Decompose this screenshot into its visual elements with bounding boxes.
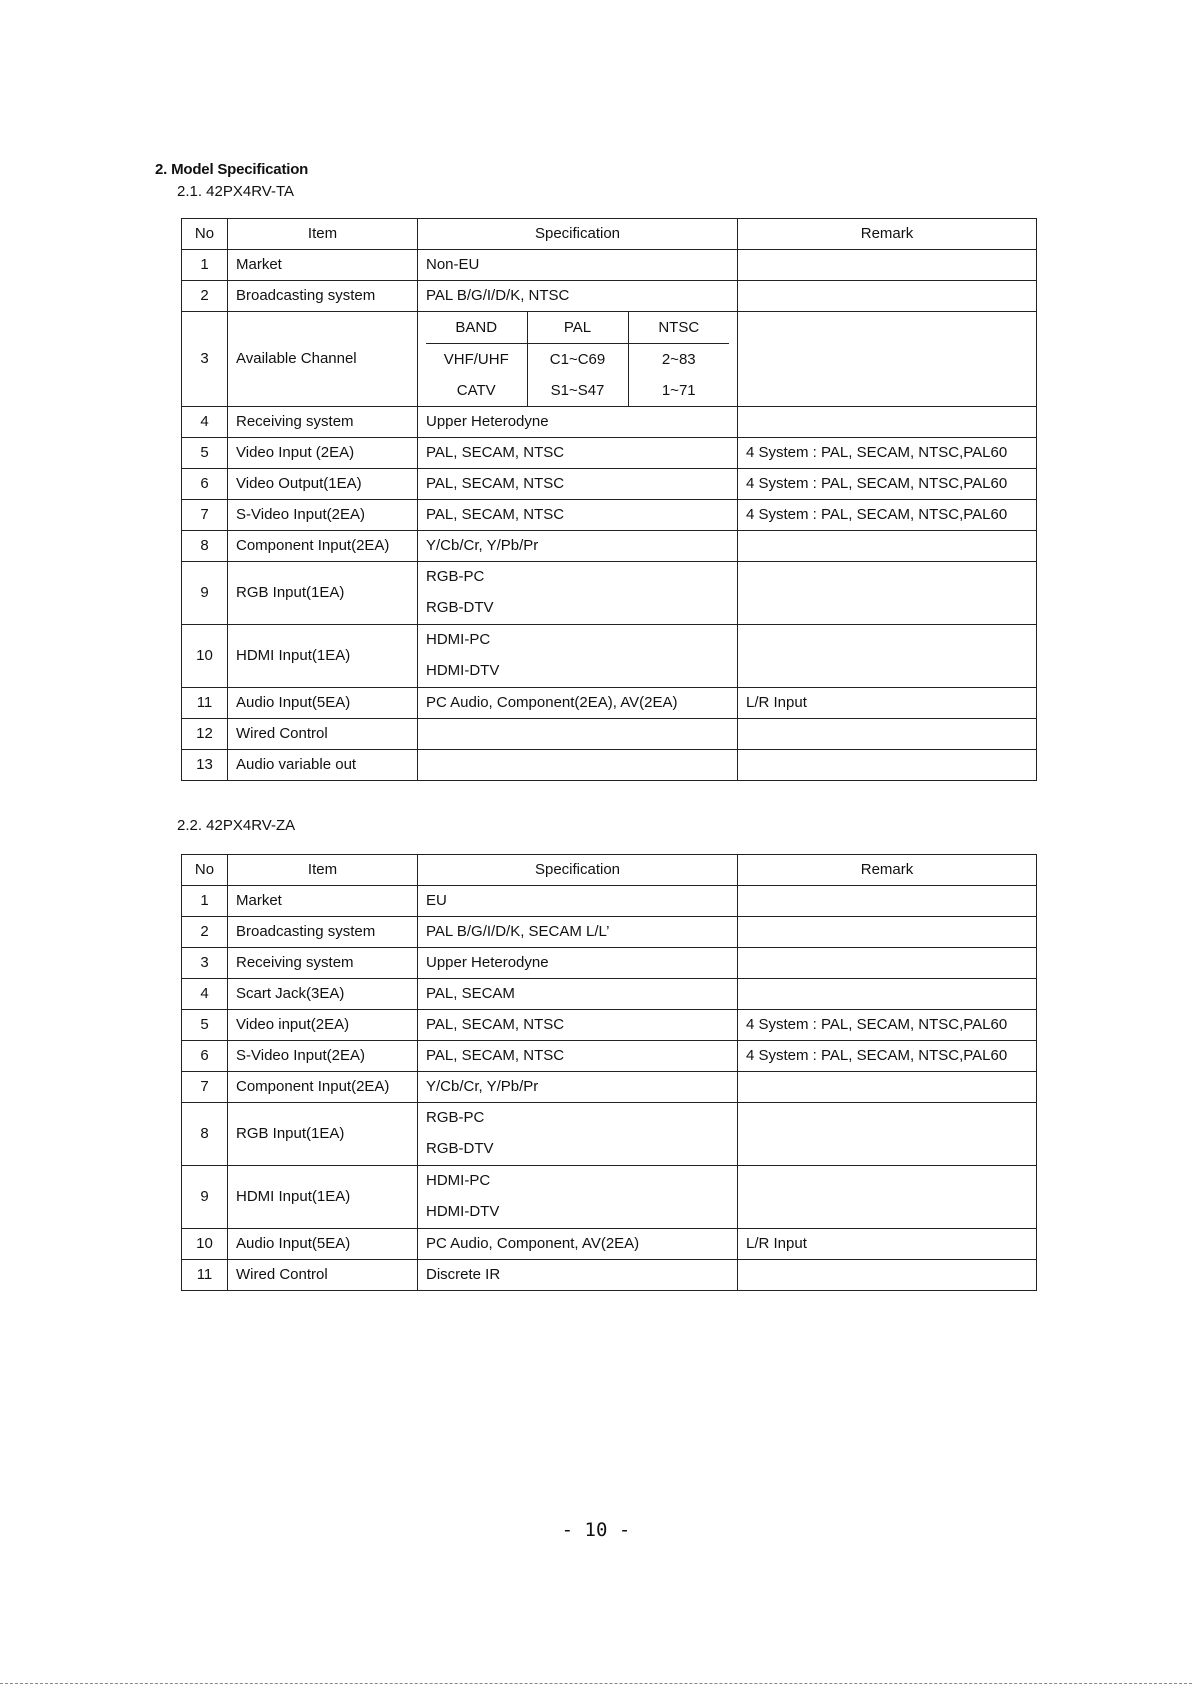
row-specification: Discrete IR [418, 1260, 738, 1291]
row-number: 2 [182, 917, 228, 948]
row-remark [738, 886, 1037, 917]
table-row [182, 625, 1037, 688]
spec-line: RGB-PC [426, 1109, 485, 1126]
table-row [182, 1072, 1037, 1103]
row-number: 4 [182, 979, 228, 1010]
spec-table-42px4rv-ta [181, 218, 1037, 781]
table-row [182, 312, 1037, 407]
row-item: Video Output(1EA) [228, 469, 418, 500]
row-specification: EU [418, 886, 738, 917]
spec-line: HDMI-DTV [426, 662, 500, 679]
row-remark [738, 625, 1037, 688]
spec-line: HDMI-PC [426, 1172, 491, 1189]
row-number: 6 [182, 469, 228, 500]
row-number: 11 [182, 688, 228, 719]
row-item: Available Channel [228, 312, 418, 407]
row-number: 12 [182, 719, 228, 750]
row-item: Market [228, 886, 418, 917]
channel-cell: CATV [456, 382, 496, 399]
row-item: RGB Input(1EA) [228, 562, 418, 625]
section-title: 2. Model Specification [155, 161, 309, 178]
row-specification: Upper Heterodyne [418, 407, 738, 438]
channel-cell: 2~83 [661, 351, 696, 368]
row-specification [418, 562, 738, 625]
row-number: 2 [182, 281, 228, 312]
row-item: Component Input(2EA) [228, 531, 418, 562]
row-item: Audio Input(5EA) [228, 688, 418, 719]
row-item: RGB Input(1EA) [228, 1103, 418, 1166]
table2-title: 2.2. 42PX4RV-ZA [177, 817, 296, 834]
row-item: HDMI Input(1EA) [228, 1166, 418, 1229]
row-item: Video input(2EA) [228, 1010, 418, 1041]
channel-cell: VHF/UHF [443, 351, 509, 368]
row-item: Audio Input(5EA) [228, 1229, 418, 1260]
row-remark [738, 562, 1037, 625]
table-row [182, 917, 1037, 948]
spec-line: RGB-DTV [426, 599, 494, 616]
row-remark: 4 System : PAL, SECAM, NTSC,PAL60 [738, 500, 1037, 531]
row-item: Market [228, 250, 418, 281]
table-row [182, 438, 1037, 469]
spec-line: HDMI-PC [426, 631, 491, 648]
row-remark [738, 281, 1037, 312]
row-remark [738, 1072, 1037, 1103]
row-specification: Upper Heterodyne [418, 948, 738, 979]
row-specification [418, 1166, 738, 1229]
row-number: 10 [182, 625, 228, 688]
table-row [182, 1260, 1037, 1291]
row-remark [738, 719, 1037, 750]
row-remark [738, 948, 1037, 979]
table-row [182, 688, 1037, 719]
row-specification: PAL, SECAM, NTSC [418, 469, 738, 500]
row-item: Wired Control [228, 1260, 418, 1291]
row-number: 1 [182, 886, 228, 917]
spec-line: HDMI-DTV [426, 1203, 500, 1220]
table-row [182, 948, 1037, 979]
row-number: 9 [182, 562, 228, 625]
header-no: No [182, 855, 228, 886]
row-remark: 4 System : PAL, SECAM, NTSC,PAL60 [738, 438, 1037, 469]
row-remark: L/R Input [738, 1229, 1037, 1260]
row-number: 3 [182, 312, 228, 407]
row-remark [738, 407, 1037, 438]
spec-table-body [182, 855, 1037, 1291]
row-number: 13 [182, 750, 228, 781]
spec-line: RGB-DTV [426, 1140, 494, 1157]
row-specification: PC Audio, Component, AV(2EA) [418, 1229, 738, 1260]
row-item: HDMI Input(1EA) [228, 625, 418, 688]
table-row [182, 1229, 1037, 1260]
channel-cell: C1~C69 [527, 344, 628, 376]
table-header-row [182, 855, 1037, 886]
table-row [182, 531, 1037, 562]
row-item: Broadcasting system [228, 281, 418, 312]
page-number: - 10 - [561, 1519, 631, 1541]
row-number: 9 [182, 1166, 228, 1229]
row-number: 7 [182, 1072, 228, 1103]
table-row [182, 500, 1037, 531]
table-row [182, 719, 1037, 750]
row-remark [738, 1166, 1037, 1229]
spec-line: RGB-PC [426, 568, 485, 585]
row-specification: PAL B/G/I/D/K, SECAM L/L’ [418, 917, 738, 948]
row-specification [418, 625, 738, 688]
row-item: Scart Jack(3EA) [228, 979, 418, 1010]
table-row [182, 1166, 1037, 1229]
row-specification: Y/Cb/Cr, Y/Pb/Pr [418, 531, 738, 562]
row-specification: Y/Cb/Cr, Y/Pb/Pr [418, 1072, 738, 1103]
row-number: 6 [182, 1041, 228, 1072]
row-specification [418, 312, 738, 407]
channel-row [426, 375, 729, 406]
row-remark [738, 917, 1037, 948]
table-row [182, 1010, 1037, 1041]
table-row [182, 1103, 1037, 1166]
table-row [182, 979, 1037, 1010]
row-remark: 4 System : PAL, SECAM, NTSC,PAL60 [738, 469, 1037, 500]
row-item: Audio variable out [228, 750, 418, 781]
row-item: Receiving system [228, 948, 418, 979]
table-row [182, 750, 1037, 781]
channel-header-cell: NTSC [628, 312, 729, 344]
header-remark: Remark [738, 855, 1037, 886]
row-remark: L/R Input [738, 688, 1037, 719]
row-item: Broadcasting system [228, 917, 418, 948]
table-row [182, 1041, 1037, 1072]
row-specification: PAL, SECAM [418, 979, 738, 1010]
header-item: Item [228, 855, 418, 886]
table-row [182, 250, 1037, 281]
row-item: S-Video Input(2EA) [228, 1041, 418, 1072]
table-row [182, 469, 1037, 500]
table1-title: 2.1. 42PX4RV-TA [177, 183, 295, 200]
channel-header-cell: BAND [426, 312, 527, 344]
row-number: 8 [182, 531, 228, 562]
row-remark [738, 1103, 1037, 1166]
row-remark: 4 System : PAL, SECAM, NTSC,PAL60 [738, 1041, 1037, 1072]
row-number: 8 [182, 1103, 228, 1166]
row-specification: PAL, SECAM, NTSC [418, 438, 738, 469]
row-number: 7 [182, 500, 228, 531]
channel-cell: S1~S47 [527, 375, 628, 406]
channel-header-cell: PAL [527, 312, 628, 344]
header-item: Item [228, 219, 418, 250]
row-item: Component Input(2EA) [228, 1072, 418, 1103]
row-number: 5 [182, 1010, 228, 1041]
row-number: 3 [182, 948, 228, 979]
row-specification [418, 1103, 738, 1166]
row-number: 1 [182, 250, 228, 281]
row-number: 10 [182, 1229, 228, 1260]
channel-cell: 1~71 [661, 382, 696, 399]
row-specification: PAL B/G/I/D/K, NTSC [418, 281, 738, 312]
row-specification: Non-EU [418, 250, 738, 281]
row-remark [738, 750, 1037, 781]
header-no: No [182, 219, 228, 250]
row-item: Video Input (2EA) [228, 438, 418, 469]
row-remark [738, 531, 1037, 562]
spec-table-42px4rv-za [181, 854, 1037, 1291]
row-specification: PAL, SECAM, NTSC [418, 1010, 738, 1041]
row-item: Wired Control [228, 719, 418, 750]
row-specification: PC Audio, Component(2EA), AV(2EA) [418, 688, 738, 719]
row-remark [738, 250, 1037, 281]
spec-table-body [182, 219, 1037, 781]
row-specification [418, 750, 738, 781]
channel-table [426, 312, 729, 406]
table-row [182, 407, 1037, 438]
row-number: 5 [182, 438, 228, 469]
row-specification [418, 719, 738, 750]
table-row [182, 281, 1037, 312]
channel-row [426, 344, 729, 376]
row-item: Receiving system [228, 407, 418, 438]
channel-header-row [426, 312, 729, 344]
row-number: 4 [182, 407, 228, 438]
row-remark [738, 1260, 1037, 1291]
table-row [182, 886, 1037, 917]
table-header-row [182, 219, 1037, 250]
row-specification: PAL, SECAM, NTSC [418, 500, 738, 531]
header-specification: Specification [418, 855, 738, 886]
table-row [182, 562, 1037, 625]
page-bottom-rule [0, 1683, 1192, 1684]
row-remark [738, 979, 1037, 1010]
header-remark: Remark [738, 219, 1037, 250]
row-number: 11 [182, 1260, 228, 1291]
row-remark [738, 312, 1037, 407]
row-specification: PAL, SECAM, NTSC [418, 1041, 738, 1072]
row-remark: 4 System : PAL, SECAM, NTSC,PAL60 [738, 1010, 1037, 1041]
row-item: S-Video Input(2EA) [228, 500, 418, 531]
header-specification: Specification [418, 219, 738, 250]
